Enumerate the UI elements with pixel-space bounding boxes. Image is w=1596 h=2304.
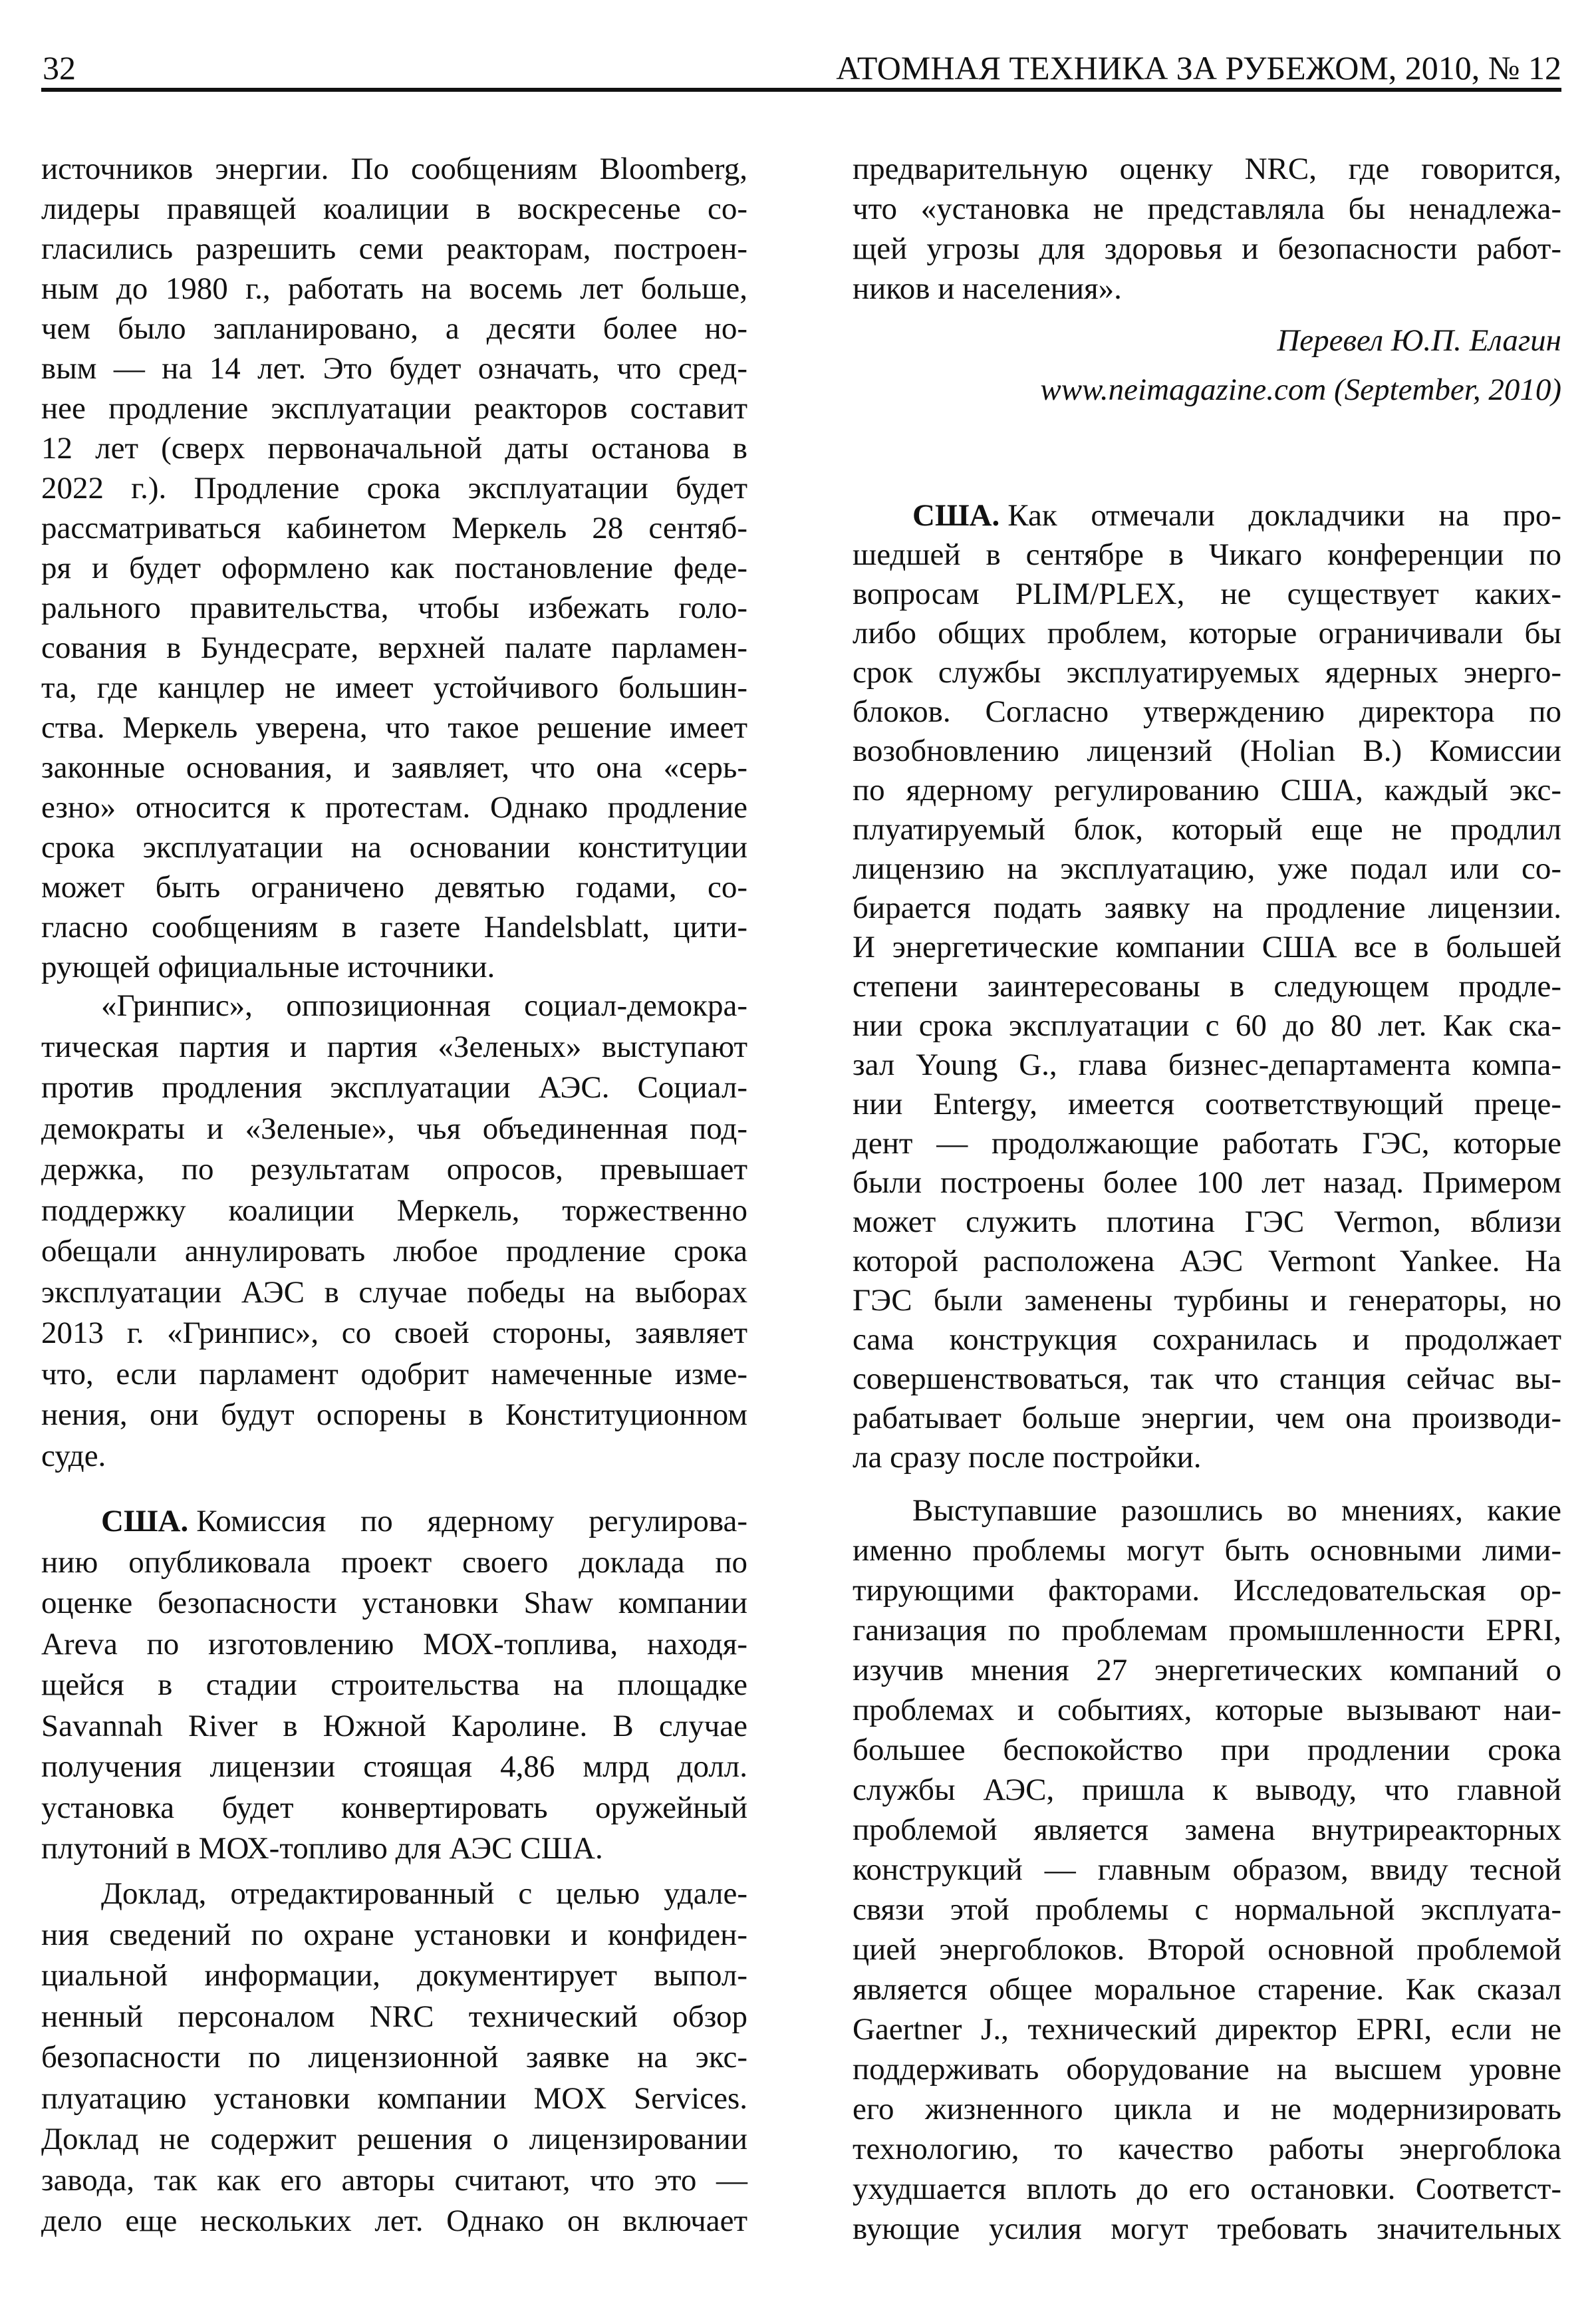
text-line: лидеры правящей коалиции в воскресенье со- xyxy=(41,192,747,226)
text-line: установка будет конвертировать оружейный xyxy=(41,1790,747,1825)
text-line: оценке безопасности установки Shaw компании xyxy=(41,1586,747,1620)
paragraph xyxy=(41,986,747,1477)
text-run: Комиссия по ядерному регулирова- xyxy=(196,1504,747,1538)
text-line: чем было запланировано, а десяти более но- xyxy=(41,311,747,346)
text-line: по ядерному регулированию США, каждый экс- xyxy=(853,773,1561,807)
section-lead: США. xyxy=(912,498,1000,533)
text-line: 2013 г. «Гринпис», со своей стороны, заявляет xyxy=(41,1316,747,1350)
text-line: завода, так как его авторы считают, что это — xyxy=(41,2162,747,2198)
text-line: ников и населения». xyxy=(853,271,1122,306)
text-line: та, где канцлер не имеет устойчивого большин- xyxy=(41,670,747,705)
text-line: эксплуатации АЭС в случае победы на выборах xyxy=(41,1274,747,1310)
text-line: источников энергии. По сообщениям Bloomberg, xyxy=(41,152,747,186)
text-line: демократы и «Зеленые», чья объединенная под- xyxy=(41,1111,747,1146)
text-line: технологию, то качество работы энергоблока xyxy=(853,2132,1561,2166)
running-title: АТОМНАЯ ТЕХНИКА ЗА РУБЕЖОМ, 2010, № 12 xyxy=(836,49,1561,86)
text-line: ла сразу после постройки. xyxy=(853,1440,1202,1475)
paragraph xyxy=(41,1874,747,2242)
text-line: степени заинтересованы в следующем продле- xyxy=(853,969,1561,1004)
text-line: сама конструкция сохранилась и продолжает xyxy=(853,1322,1561,1357)
text-run: Как отмечали докладчики на про- xyxy=(1007,498,1561,533)
text-line: связи этой проблемы с нормальной эксплуата- xyxy=(853,1892,1561,1927)
text-line xyxy=(41,1501,747,1542)
text-line: бирается подать заявку на продление лицензии. xyxy=(853,891,1561,925)
text-line: либо общих проблем, которые ограничивали бы xyxy=(853,616,1561,650)
text-line: гласились разрешить семи реакторам, построен- xyxy=(41,231,747,266)
text-line: плутоний в МОХ-топливо для АЭС США. xyxy=(41,1831,603,1866)
text-line: ганизация по проблемам промышленности EPRI, xyxy=(853,1613,1561,1648)
text-line: шедшей в сентябре в Чикаго конференции по xyxy=(853,537,1561,572)
text-line: проблемах и событиях, которые вызывают наи- xyxy=(853,1693,1561,1727)
text-line: что, если парламент одобрит намеченные изме- xyxy=(41,1356,747,1391)
text-line: Areva по изготовлению МОХ-топлива, находя- xyxy=(41,1626,747,1661)
text-line: ния сведений по охране установки и конфиден- xyxy=(41,1917,747,1952)
text-line: И энергетические компании США все в большей xyxy=(853,930,1561,964)
text-line: рабатывает больше энергии, чем она производи- xyxy=(853,1401,1561,1435)
text-line: нии Entergy, имеется соответствующий преце- xyxy=(853,1087,1561,1121)
text-line xyxy=(853,496,1561,535)
text-line: Savannah River в Южной Каролине. В случае xyxy=(41,1708,747,1743)
text-line: ря и будет оформлено как постановление феде- xyxy=(41,551,747,585)
text-line: изучив мнения 27 энергетических компаний о xyxy=(853,1653,1561,1687)
text-line: возобновлению лицензий (Holian B.) Комиссии xyxy=(853,734,1561,768)
text-line: рующей официальные источники. xyxy=(41,950,495,984)
text-line: «Гринпис», оппозиционная социал-демокра- xyxy=(101,988,747,1023)
text-line: нения, они будут оспорены в Конституционном xyxy=(41,1397,747,1432)
text-line: рассматриваться кабинетом Меркель 28 сентяб- xyxy=(41,511,747,545)
text-line: езно» относится к протестам. Однако продление xyxy=(41,790,747,825)
text-line: дент — продолжающие работать ГЭС, которые xyxy=(853,1126,1561,1161)
text-line: срок службы эксплуатируемых ядерных энерго- xyxy=(853,655,1561,690)
text-line: ства. Меркель уверена, что такое решение имеет xyxy=(41,710,747,745)
text-line: зал Young G., глава бизнес-департамента компа- xyxy=(853,1048,1561,1082)
text-line: держка, по результатам опросов, превышает xyxy=(41,1152,747,1187)
text-line: может быть ограничено девятью годами, со- xyxy=(41,870,747,905)
text-line: плуатируемый блок, который еще не продлил xyxy=(853,812,1561,847)
text-line: Gaertner J., технический директор EPRI, если не xyxy=(853,2012,1561,2047)
paragraph xyxy=(853,1491,1561,2249)
text-line: нии срока эксплуатации с 60 до 80 лет. Как ска- xyxy=(853,1008,1561,1043)
text-line: против продления эксплуатации АЭС. Социал- xyxy=(41,1070,747,1105)
text-line: которой расположена АЭС Vermont Yankee. На xyxy=(853,1244,1561,1278)
text-line: поддержку коалиции Меркель, торжественно xyxy=(41,1193,747,1228)
translator-credit: Перевел Ю.П. Елагин xyxy=(1277,323,1561,358)
page-number: 32 xyxy=(43,49,76,86)
text-line: тическая партия и партия «Зеленых» выступают xyxy=(41,1029,747,1064)
text-line: ненный персоналом NRC технический обзор xyxy=(41,1999,747,2034)
text-line: щейся в стадии строительства на площадке xyxy=(41,1667,747,1702)
text-line: безопасности по лицензионной заявке на экс- xyxy=(41,2040,747,2075)
text-line: Выступавшие разошлись во мнениях, какие xyxy=(912,1493,1561,1528)
text-line: блоков. Согласно утверждению директора по xyxy=(853,694,1561,729)
text-line: циальной информации, документирует выпол- xyxy=(41,1958,747,1993)
text-line: вым — на 14 лет. Это будет означать, что сред- xyxy=(41,351,747,386)
header-rule xyxy=(41,88,1561,92)
text-line: вопросам PLIM/PLEX, не существует каких- xyxy=(853,577,1561,611)
paragraph xyxy=(853,496,1561,1477)
text-line: нее продление эксплуатации реакторов составит xyxy=(41,391,747,426)
text-line: законные основания, и заявляет, что она «серь- xyxy=(41,750,747,785)
text-line: дело еще нескольких лет. Однако он включает xyxy=(41,2204,747,2238)
text-line: плуатацию установки компании MOX Services. xyxy=(41,2081,747,2116)
text-line: его жизненного цикла и не модернизировать xyxy=(853,2092,1561,2126)
text-line: нию опубликовала проект своего доклада по xyxy=(41,1544,747,1580)
text-line: щей угрозы для здоровья и безопасности работ- xyxy=(853,231,1561,266)
text-line: что «установка не представляла бы ненадлежа- xyxy=(853,192,1561,226)
text-line: конструкций — главным образом, ввиду тесной xyxy=(853,1852,1561,1887)
text-line: 12 лет (сверх первоначальной даты останова в xyxy=(41,431,747,466)
text-line: 2022 г.). Продление срока эксплуатации будет xyxy=(41,471,747,505)
text-line: обещали аннулировать любое продление срока xyxy=(41,1234,747,1268)
paragraph xyxy=(853,149,1561,309)
text-line: поддерживать оборудование на высшем уровне xyxy=(853,2052,1561,2087)
text-line: Доклад, отредактированный с целью удале- xyxy=(101,1876,747,1911)
text-line: суде. xyxy=(41,1438,106,1473)
text-line: службы АЭС, пришла к выводу, что главной xyxy=(853,1773,1561,1807)
text-line: рального правительства, чтобы избежать голо- xyxy=(41,591,747,625)
section-lead: США. xyxy=(101,1504,189,1538)
text-line: большее беспокойство при продлении срока xyxy=(853,1733,1561,1767)
paragraph xyxy=(41,1501,747,1870)
text-line: были построены более 100 лет назад. Примером xyxy=(853,1165,1561,1200)
text-line: получения лицензии стоящая 4,86 млрд долл. xyxy=(41,1749,747,1784)
text-line: гласно сообщениям в газете Handelsblatt, цити- xyxy=(41,910,747,944)
text-line: совершенствоваться, так что станция сейчас вы- xyxy=(853,1362,1561,1396)
text-line: ным до 1980 г., работать на восемь лет больше, xyxy=(41,271,747,306)
text-line: именно проблемы могут быть основными лими- xyxy=(853,1533,1561,1568)
text-line: проблемой является замена внутриреакторных xyxy=(853,1812,1561,1847)
text-line: Доклад не содержит решения о лицензировании xyxy=(41,2122,747,2156)
text-line: цией энергоблоков. Второй основной проблемой xyxy=(853,1932,1561,1967)
paragraph xyxy=(41,149,747,987)
text-line: лицензию на эксплуатацию, уже подал или со- xyxy=(853,851,1561,886)
text-line: предварительную оценку NRC, где говорится, xyxy=(853,152,1561,186)
text-line: сования в Бундесрате, верхней палате парламен- xyxy=(41,631,747,665)
text-line: вующие усилия могут требовать значительных xyxy=(853,2212,1561,2246)
text-line: ГЭС были заменены турбины и генераторы, но xyxy=(853,1283,1561,1318)
text-line: срока эксплуатации на основании конституции xyxy=(41,830,747,865)
text-line: ухудшается вплоть до его остановки. Соответст- xyxy=(853,2172,1561,2206)
text-line: может служить плотина ГЭС Vermon, вблизи xyxy=(853,1205,1561,1239)
text-line: является общее моральное старение. Как сказал xyxy=(853,1972,1561,2007)
text-line: тирующими факторами. Исследовательская ор- xyxy=(853,1573,1561,1608)
source-credit: www.neimagazine.com (September, 2010) xyxy=(1040,372,1561,407)
